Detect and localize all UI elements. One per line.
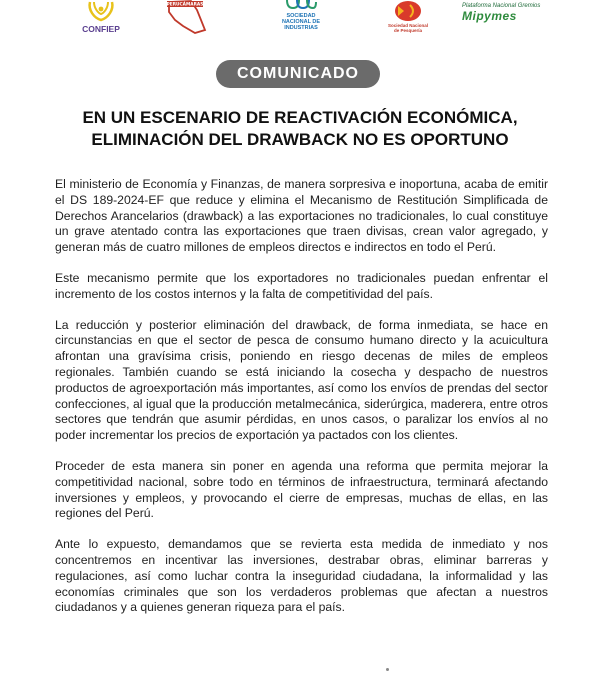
sni-logo-text: SOCIEDAD NACIONAL DE INDUSTRIAS (281, 13, 321, 31)
confiep-emblem-icon (84, 0, 118, 24)
confiep-logo (75, 0, 127, 33)
mipymes-logo-title: Mipymes (462, 9, 517, 23)
sni-logo (268, 0, 334, 31)
comunicado-badge: COMUNICADO (216, 60, 380, 88)
snp-emblem-icon (390, 0, 426, 22)
document-title (40, 107, 560, 151)
header-logos (0, 0, 600, 40)
snp-logo-text: Sociedad Nacional de Pesquería (387, 23, 428, 33)
mipymes-logo-subtitle: Plataforma Nacional Gremios (462, 3, 541, 9)
snp-logo (385, 0, 431, 33)
page-edge-mark (386, 668, 389, 671)
paragraph: Proceder de esta manera sin poner en agenda una reforma que permita mejorar la competitividad nacional, sobre todo en términos de infraestructura, terminará afectando inversiones y empleos, y provocando el cierre de empresas, muchas de ellas, en las regiones del Perú. (55, 458, 548, 521)
paragraph: La reducción y posterior eliminación del drawback, de forma inmediata, se hace en circunstancias en que el sector de pesca de consumo humano directo y la acuicultura afrontan una gravísima crisis, poniendo en riesgo decenas de miles de empleos regionales. También cuando se está iniciando la cosecha y despacho de nuestros productos de agroexportación más importantes, así como los envíos de prendas del sector confecciones, al igual que la producción metalmecánica, siderúrgica, maderera, entre otros sectores que tendrán que asumir pérdidas, en unos casos, o paralizar los envíos al no poder incrementar los precios de exportación ya pactados con los clientes. (55, 317, 548, 443)
peru-map-icon (161, 0, 209, 34)
paragraph: El ministerio de Economía y Finanzas, de manera sorpresiva e inoportuna, acaba de emitir el DS 189-2024-EF que reduce y elimina el Mecanismo de Restitución Simplificada de Derechos Arancelarios (drawback) a las exportaciones no tradicionales, lo cual constituye un grave atentado contra las exportaciones que traen divisas, crean valor agregado, y generan más de cuatro millones de empleos directos e indirectos en todo el Perú. (55, 177, 548, 255)
sni-emblem-icon (285, 0, 317, 10)
perucamaras-logo (160, 0, 210, 34)
mipymes-logo (462, 0, 552, 23)
title-line-1: EN UN ESCENARIO DE REACTIVACIÓN ECONÓMICA, (82, 108, 518, 127)
document-body (55, 177, 548, 616)
paragraph: Ante lo expuesto, demandamos que se revierta esta medida de inmediato y nos concentremos en incentivar las inversiones, destrabar obras, eliminar barreras y regulaciones, así como luchar contra la inseguridad ciudadana, la informalidad y las economías criminales que son los verdaderos problemas que afectan a nuestros ciudadanos y a quienes generan riqueza para el país. (55, 537, 548, 615)
paragraph: Este mecanismo permite que los exportadores no tradicionales puedan enfrentar el incremento de los costos internos y la falta de competitividad del país. (55, 270, 548, 301)
perucamaras-logo-text: PERUCÁMARAS (166, 2, 204, 8)
title-line-2: ELIMINACIÓN DEL DRAWBACK NO ES OPORTUNO (91, 130, 509, 149)
confiep-logo-text: CONFIEP (82, 24, 120, 34)
